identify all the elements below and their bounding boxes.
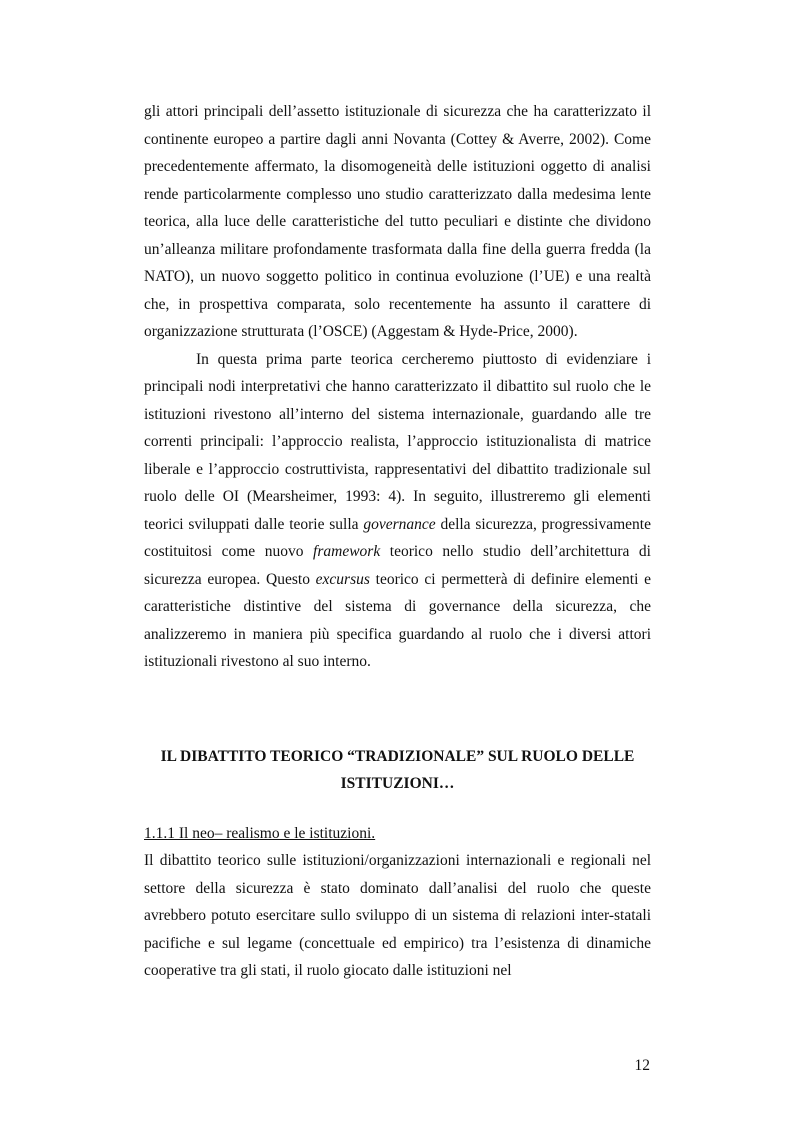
body-paragraph-3: Il dibattito teorico sulle istituzioni/organizzazioni internazionali e regionali nel settore della sicurezza è stato dominato dall’analisi del ruolo che queste avrebbero potuto esercitare sullo sviluppo di un sistema di relazioni inter-statali pacifiche e sul legame (concettuale ed empirico) tra l’esistenza di dinamiche cooperative tra gli stati, il ruolo giocato dalle istituzioni nel xyxy=(144,852,651,979)
paragraph-2-italic-framework: framework xyxy=(313,543,381,560)
paragraph-2-text-4: teorico ci permetterà di definire elementi e caratteristiche distintive del sistema di governance della sicurezza, che analizzeremo in maniera più specifica guardando al ruolo che i diversi attori istituzionali rivestono al suo interno. xyxy=(144,570,651,670)
paragraph-2-italic-excursus: excursus xyxy=(315,570,370,588)
subsection-heading: 1.1.1 Il neo– realismo e le istituzioni. xyxy=(144,824,376,842)
body-paragraph-2 xyxy=(144,346,651,676)
chapter-heading: IL DIBATTITO TEORICO “TRADIZIONALE” SUL RUOLO DELLE ISTITUZIONI… xyxy=(160,747,635,792)
body-paragraph-1: gli attori principali dell’assetto istituzionale di sicurezza che ha caratterizzato il continente europeo a partire dagli anni Novanta (Cottey & Averre, 2002). Come precedentemente affermato, la disomogeneità delle istituzioni oggetto di analisi rende particolarmente complesso uno studio caratterizzato dalla medesima lente teorica, alla luce delle caratteristiche del tutto peculiari e distinte che dividono un’alleanza militare profondamente trasformata dalla fine della guerra fredda (la NATO), un nuovo soggetto politico in continua evoluzione (l’UE) e una realtà che, in prospettiva comparata, solo recentemente ha assunto il carattere di organizzazione strutturata (l’OSCE) (Aggestam & Hyde-Price, 2000). xyxy=(144,103,651,340)
paragraph-2-text-3: teorico nello studio dell’architettura di sicurezza europea. Questo xyxy=(144,543,651,588)
paragraph-2-italic-governance: governance xyxy=(363,515,436,533)
paragraph-2-text-2: della sicurezza, progressivamente costituitosi come nuovo xyxy=(144,515,651,560)
paragraph-2-text-1: In questa prima parte teorica cercheremo piuttosto di evidenziare i principali nodi interpretativi che hanno caratterizzato il dibattito sul ruolo che le istituzioni rivestono all’interno del sistema internazionale, guardando alle tre correnti principali: l’approccio realista, l’approccio istituzionalista di matrice liberale e l’approccio costruttivista, rappresentativi del dibattito tradizionale sul ruolo delle OI (Mearsheimer, 1993: 4). In seguito, illustreremo gli elementi teorici sviluppati dalle teorie sulla xyxy=(144,350,651,533)
page-body xyxy=(144,98,651,985)
page-number: 12 xyxy=(634,1057,650,1074)
